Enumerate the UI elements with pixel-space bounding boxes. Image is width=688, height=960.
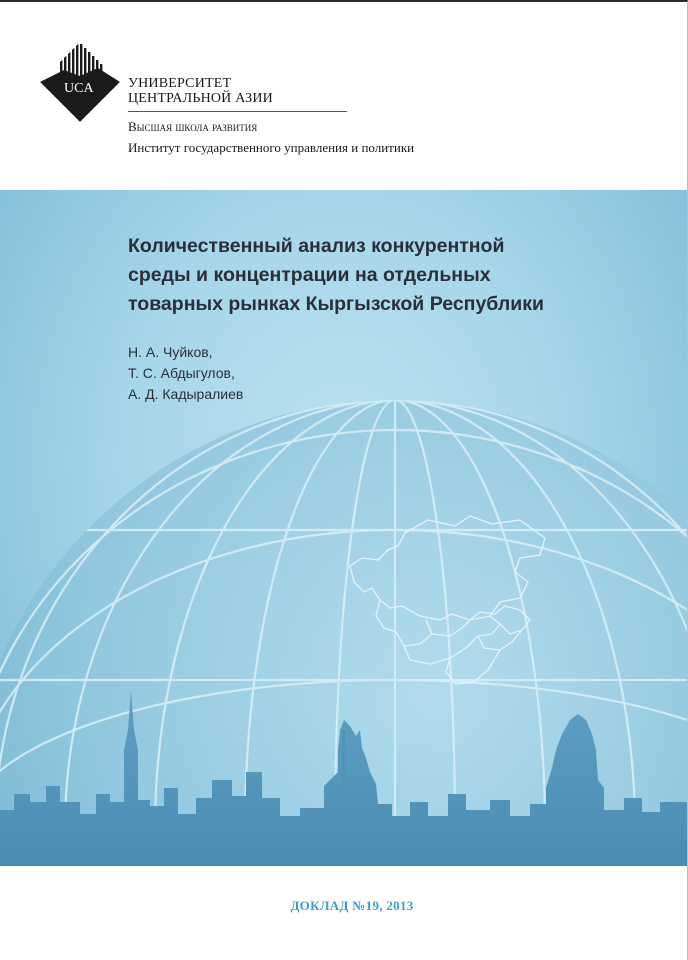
author-list [128,342,243,405]
cover-banner [0,190,688,866]
author-3: А. Д. Кадыралиев [128,386,244,402]
header-divider [128,111,347,112]
school-name: Высшая школа развития [128,119,258,134]
uca-logo [38,40,122,124]
report-label: ДОКЛАД №19, 2013 [290,898,414,913]
title-line-3: товарных рынках Кыргызской Республики [128,293,544,315]
uca-mountain-logo-icon [38,40,122,124]
title-line-1: Количественный анализ конкурентной [128,235,505,257]
institute-name: Институт государственного управления и политики [128,140,415,155]
report-number [0,898,688,914]
author-2: Т. С. Абдыгулов, [128,365,235,381]
cover-header [0,2,688,190]
university-name [128,76,273,106]
report-title [128,232,648,319]
university-line-2: ЦЕНТРАЛЬНОЙ АЗИИ [128,91,273,106]
author-1: Н. А. Чуйков, [128,344,213,360]
title-line-2: среды и концентрации на отдельных [128,264,491,286]
university-line-1: УНИВЕРСИТЕТ [128,76,232,91]
logo-text: UCA [64,81,94,96]
